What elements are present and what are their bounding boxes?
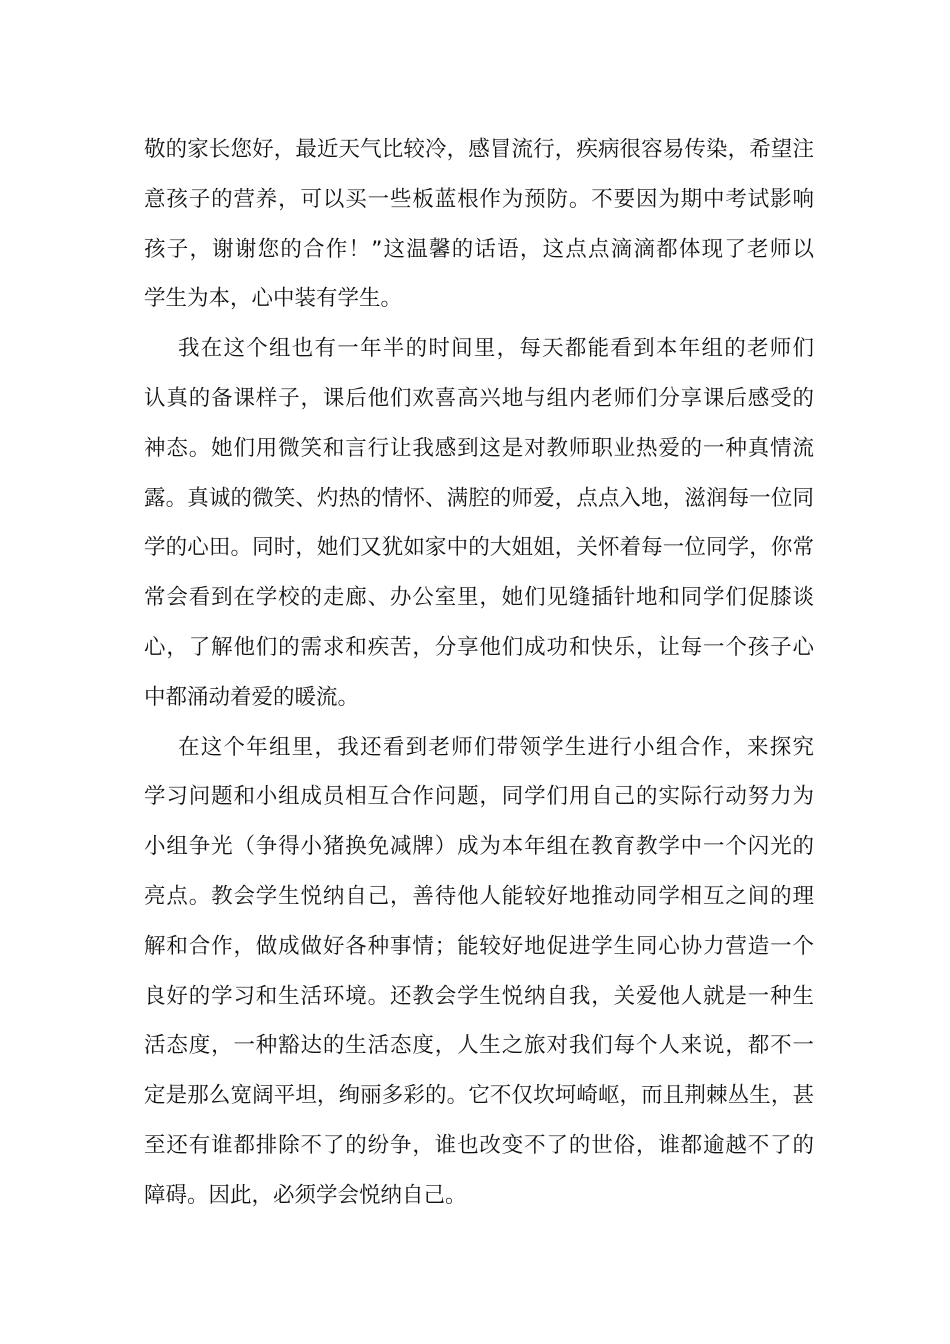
- paragraph-3-line-3: 小组争光（争得小猪换免减牌）成为本年组在教育教学中一个闪光的: [144, 834, 814, 860]
- paragraph-1-line-2: 意孩子的营养，可以买一些板蓝根作为预防。不要因为期中考试影响: [144, 186, 814, 212]
- paragraph-3-line-7: 活态度，一种豁达的生活态度，人生之旅对我们每个人来说，都不一: [144, 1033, 814, 1059]
- paragraph-3-line-10: 障碍。因此，必须学会悦纳自己。: [144, 1182, 467, 1208]
- paragraph-2-line-6: 常会看到在学校的走廊、办公室里，她们见缝插针地和同学们促膝谈: [144, 585, 814, 611]
- paragraph-2-line-5: 学的心田。同时，她们又犹如家中的大姐姐，关怀着每一位同学，你常: [144, 535, 814, 561]
- paragraph-2-line-3: 神态。她们用微笑和言行让我感到这是对教师职业热爱的一种真情流: [144, 435, 814, 461]
- paragraph-1-line-4: 学生为本，心中装有学生。: [144, 286, 403, 312]
- paragraph-3-line-5: 解和合作，做成做好各种事情；能较好地促进学生同心协力营造一个: [144, 933, 814, 959]
- paragraph-3-line-6: 良好的学习和生活环境。还教会学生悦纳自我，关爱他人就是一种生: [144, 983, 814, 1009]
- paragraph-3-line-1: 在这个年组里，我还看到老师们带领学生进行小组合作，来探究: [178, 734, 814, 760]
- paragraph-3-line-2: 学习问题和小组成员相互合作问题，同学们用自己的实际行动努力为: [144, 784, 814, 810]
- paragraph-2-line-8: 中都涌动着爱的暖流。: [144, 684, 360, 710]
- paragraph-3-line-9: 至还有谁都排除不了的纷争，谁也改变不了的世俗，谁都逾越不了的: [144, 1132, 814, 1158]
- paragraph-2-line-2: 认真的备课样子，课后他们欢喜高兴地与组内老师们分享课后感受的: [144, 385, 814, 411]
- paragraph-1-line-1: 敬的家长您好，最近天气比较冷，感冒流行，疾病很容易传染，希望注: [144, 137, 814, 162]
- paragraph-3-line-4: 亮点。教会学生悦纳自己，善待他人能较好地推动同学相互之间的理: [144, 883, 814, 909]
- body-text: [144, 125, 814, 1221]
- paragraph-3-line-8: 定是那么宽阔平坦，绚丽多彩的。它不仅坎坷崎岖，而且荆棘丛生，甚: [144, 1083, 814, 1109]
- paragraph-1-line-3: 孩子，谢谢您的合作！”这温馨的话语，这点点滴滴都体现了老师以: [144, 236, 814, 262]
- paragraph-2-line-1: 我在这个组也有一年半的时间里，每天都能看到本年组的老师们: [178, 336, 814, 362]
- paragraph-2-line-7: 心，了解他们的需求和疾苦，分享他们成功和快乐，让每一个孩子心: [144, 634, 814, 660]
- paragraph-2-line-4: 露。真诚的微笑、灼热的情怀、满腔的师爱，点点入地，滋润每一位同: [144, 485, 814, 511]
